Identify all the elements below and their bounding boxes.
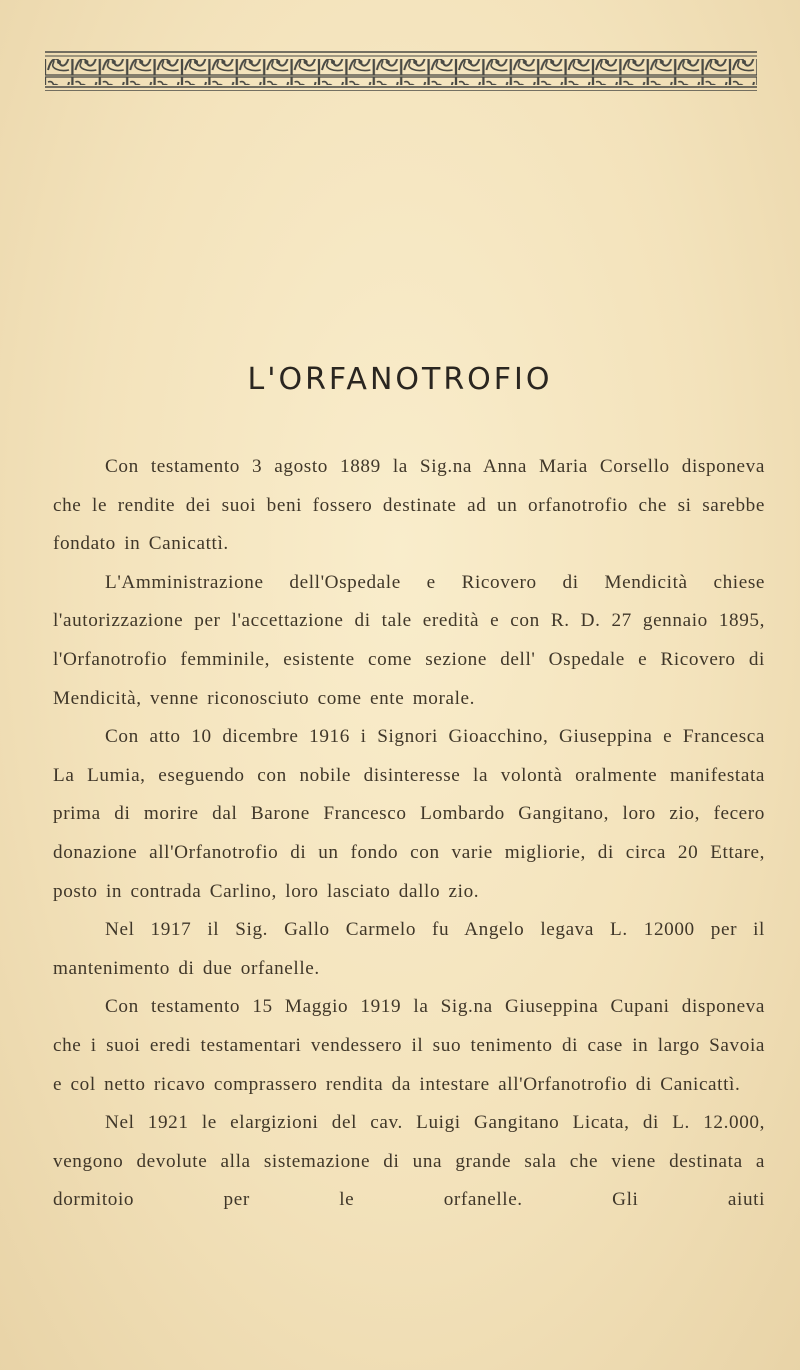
decorative-ornament-border: [45, 50, 757, 92]
paragraph: Con atto 10 dicembre 1916 i Signori Gioacchino, Giuseppina e Francesca La Lumia, eseguendo con nobile disinteresse la volontà oralmente manifestata prima di morire dal Barone Francesco Lombardo Gangitano, loro zio, fecero donazione all'Orfanotrofio di un fondo con varie migliorie, di circa 20 Ettare, posto in contrada Carlino, loro lasciato dallo zio.: [53, 726, 765, 902]
paragraph: L'Amministrazione dell'Ospedale e Ricovero di Mendicità chiese l'autorizzazione per l'accettazione di tale eredità e con R. D. 27 gennaio 1895, l'Orfanotrofio femminile, esistente come sezione dell' Ospedale e Ricovero di Mendicità, venne riconosciuto come ente morale.: [53, 571, 765, 709]
paragraph: Nel 1917 il Sig. Gallo Carmelo fu Angelo legava L. 12000 per il mantenimento di due orfanelle.: [53, 919, 765, 979]
paragraph: Con testamento 3 agosto 1889 la Sig.na Anna Maria Corsello disponeva che le rendite dei suoi beni fossero destinate ad un orfanotrofio che si sarebbe fondato in Canicattì.: [53, 456, 765, 555]
paragraph: Con testamento 15 Maggio 1919 la Sig.na Giuseppina Cupani disponeva che i suoi eredi testamentari vendessero il suo tenimento di case in largo Savoia e col netto ricavo comprassero rendita da intestare all'Orfanotrofio di Canicattì.: [53, 996, 765, 1095]
paragraph: Nel 1921 le elargizioni del cav. Luigi Gangitano Licata, di L. 12.000, vengono devolute alla sistemazione di una grande sala che viene destinata a dormitoio per le orfanelle. Gli aiuti: [53, 1112, 765, 1211]
body-text: [53, 448, 765, 1220]
page-title: L'ORFANOTROFIO: [247, 362, 553, 397]
